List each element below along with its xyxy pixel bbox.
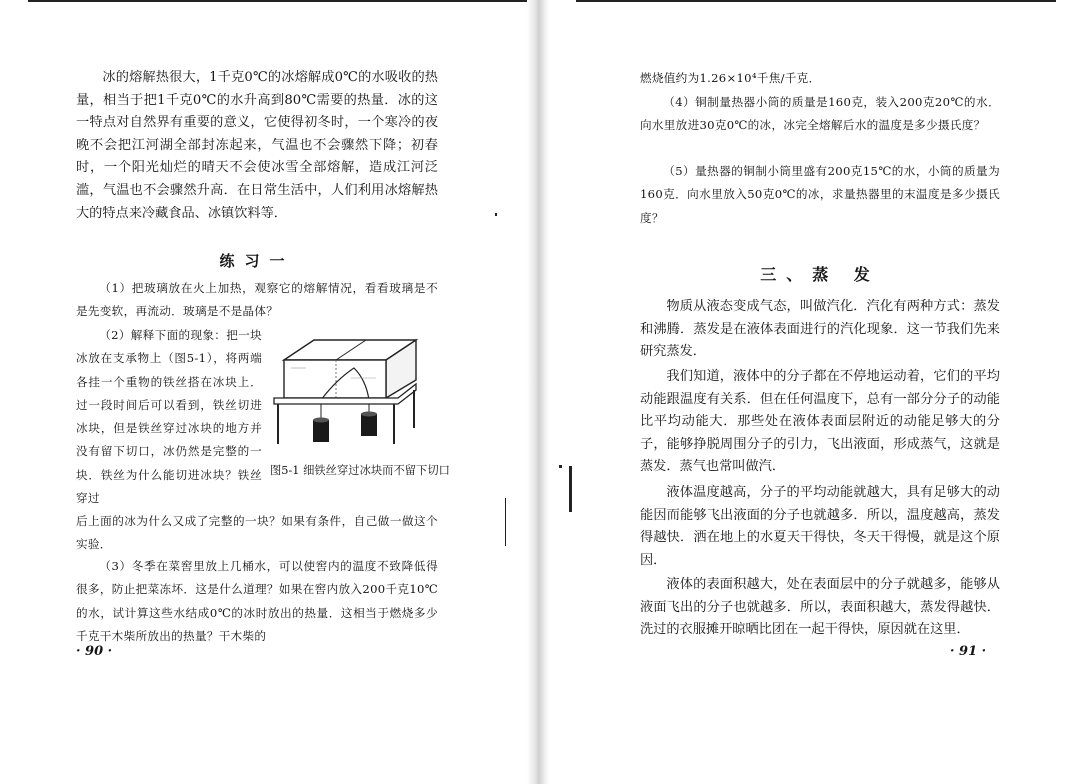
right-page bbox=[549, 0, 1080, 784]
exercise-q3: （3）冬季在菜窖里放上几桶水，可以使窖内的温度不致降低得很多，防止把菜冻坏．这是什么道理？如果在窖内放入200千克10℃的水，试计算这些水结成0℃的冰时放出的热量．这相当于燃烧多少千克干木柴所放出的热量？干木柴的 bbox=[76, 559, 438, 643]
page-number-right: · 91 · bbox=[950, 644, 987, 659]
book-gutter bbox=[527, 0, 549, 784]
top-edge-line bbox=[576, 0, 1056, 2]
intro-paragraph: 冰的熔解热很大，1千克0℃的冰熔解成0℃的水吸收的热量，相当于把1千克0℃的水升高到80℃需要的热量．冰的这一特点对自然界有重要的意义，它使得初冬时，一个寒冷的夜晚不会把江河湖全部封冻起来，气温也不会骤然下降；初春时，一个阳光灿烂的晴天不会使冰雪全部熔解，造成江河泛滥，气温也不会骤然升高．在日常生活中，人们利用冰熔解热大的特点来冷藏食品、冰镇饮料等． bbox=[76, 70, 438, 221]
figure-ice-wire bbox=[266, 328, 426, 458]
exercise-title: 练习一 bbox=[219, 252, 295, 270]
section-title: 三、蒸 发 bbox=[760, 265, 880, 284]
exercise-q4: （4）铜制量热器小筒的质量是160克，装入200克20℃的水．向水里放进30克0℃的冰，冰完全熔解后水的温度是多少摄氏度？ bbox=[640, 95, 1000, 133]
paragraph-1: 物质从液态变成气态，叫做汽化．汽化有两种方式：蒸发和沸腾．蒸发是在液体表面进行的汽化现象．这一节我们先来研究蒸发． bbox=[640, 299, 1000, 360]
exercise-q2: （2）解释下面的现象：把一块冰放在支承物上（图5-1），将两端各挂一个重物的铁丝搭在冰块上．过一段时间后可以看到，铁丝切进冰块，但是铁丝穿过冰块的地方并没有留下切口，冰仍然是完整的一块．铁丝为什么能切进冰块？铁丝穿过 bbox=[76, 328, 262, 506]
scan-mark bbox=[569, 466, 572, 512]
scan-speck bbox=[495, 213, 497, 216]
paragraph-2: 我们知道，液体中的分子都在不停地运动着，它们的平均动能跟温度有关系．但在任何温度下，总有一部分分子的动能比平均动能大．那些处在液体表面层附近的动能足够大的分子，能够挣脱周围分子的引力，飞出液面，形成蒸气，这就是蒸发．蒸气也常叫做汽． bbox=[640, 369, 1000, 475]
exercise-q2-continued: 后上面的冰为什么又成了完整的一块？如果有条件，自己做一做这个实验． bbox=[76, 514, 438, 552]
exercise-q5: （5）量热器的铜制小筒里盛有200克15℃的水，小筒的质量为160克．向水里放入50克0℃的冰，求量热器里的末温度是多少摄氏度？ bbox=[640, 164, 1000, 225]
left-page bbox=[0, 0, 527, 784]
scan-mark bbox=[505, 498, 506, 546]
top-edge-line bbox=[28, 0, 528, 2]
exercise-continuation: 燃烧值约为1.26×10⁴千焦/千克． bbox=[640, 71, 821, 85]
exercise-q1: （1）把玻璃放在火上加热，观察它的熔解情况，看看玻璃是不是先变软，再流动．玻璃是不是晶体？ bbox=[76, 281, 438, 319]
paragraph-3: 液体温度越高，分子的平均动能就越大，具有足够大的动能因而能够飞出液面的分子也就越多．所以，温度越高，蒸发得越快．洒在地上的水夏天干得快，冬天干得慢，就是这个原因． bbox=[640, 485, 1000, 568]
ice-block-diagram bbox=[266, 328, 426, 458]
figure-caption: 图5-1 细铁丝穿过冰块而不留下切口 bbox=[270, 464, 450, 477]
page-number-left: · 90 · bbox=[76, 644, 113, 659]
paragraph-4: 液体的表面积越大，处在表面层中的分子就越多，能够从液面飞出的分子也就越多．所以，表面积越大，蒸发得越快．洗过的衣服摊开晾晒比团在一起干得快，原因就在这里． bbox=[640, 577, 1000, 638]
scan-speck bbox=[559, 465, 562, 468]
